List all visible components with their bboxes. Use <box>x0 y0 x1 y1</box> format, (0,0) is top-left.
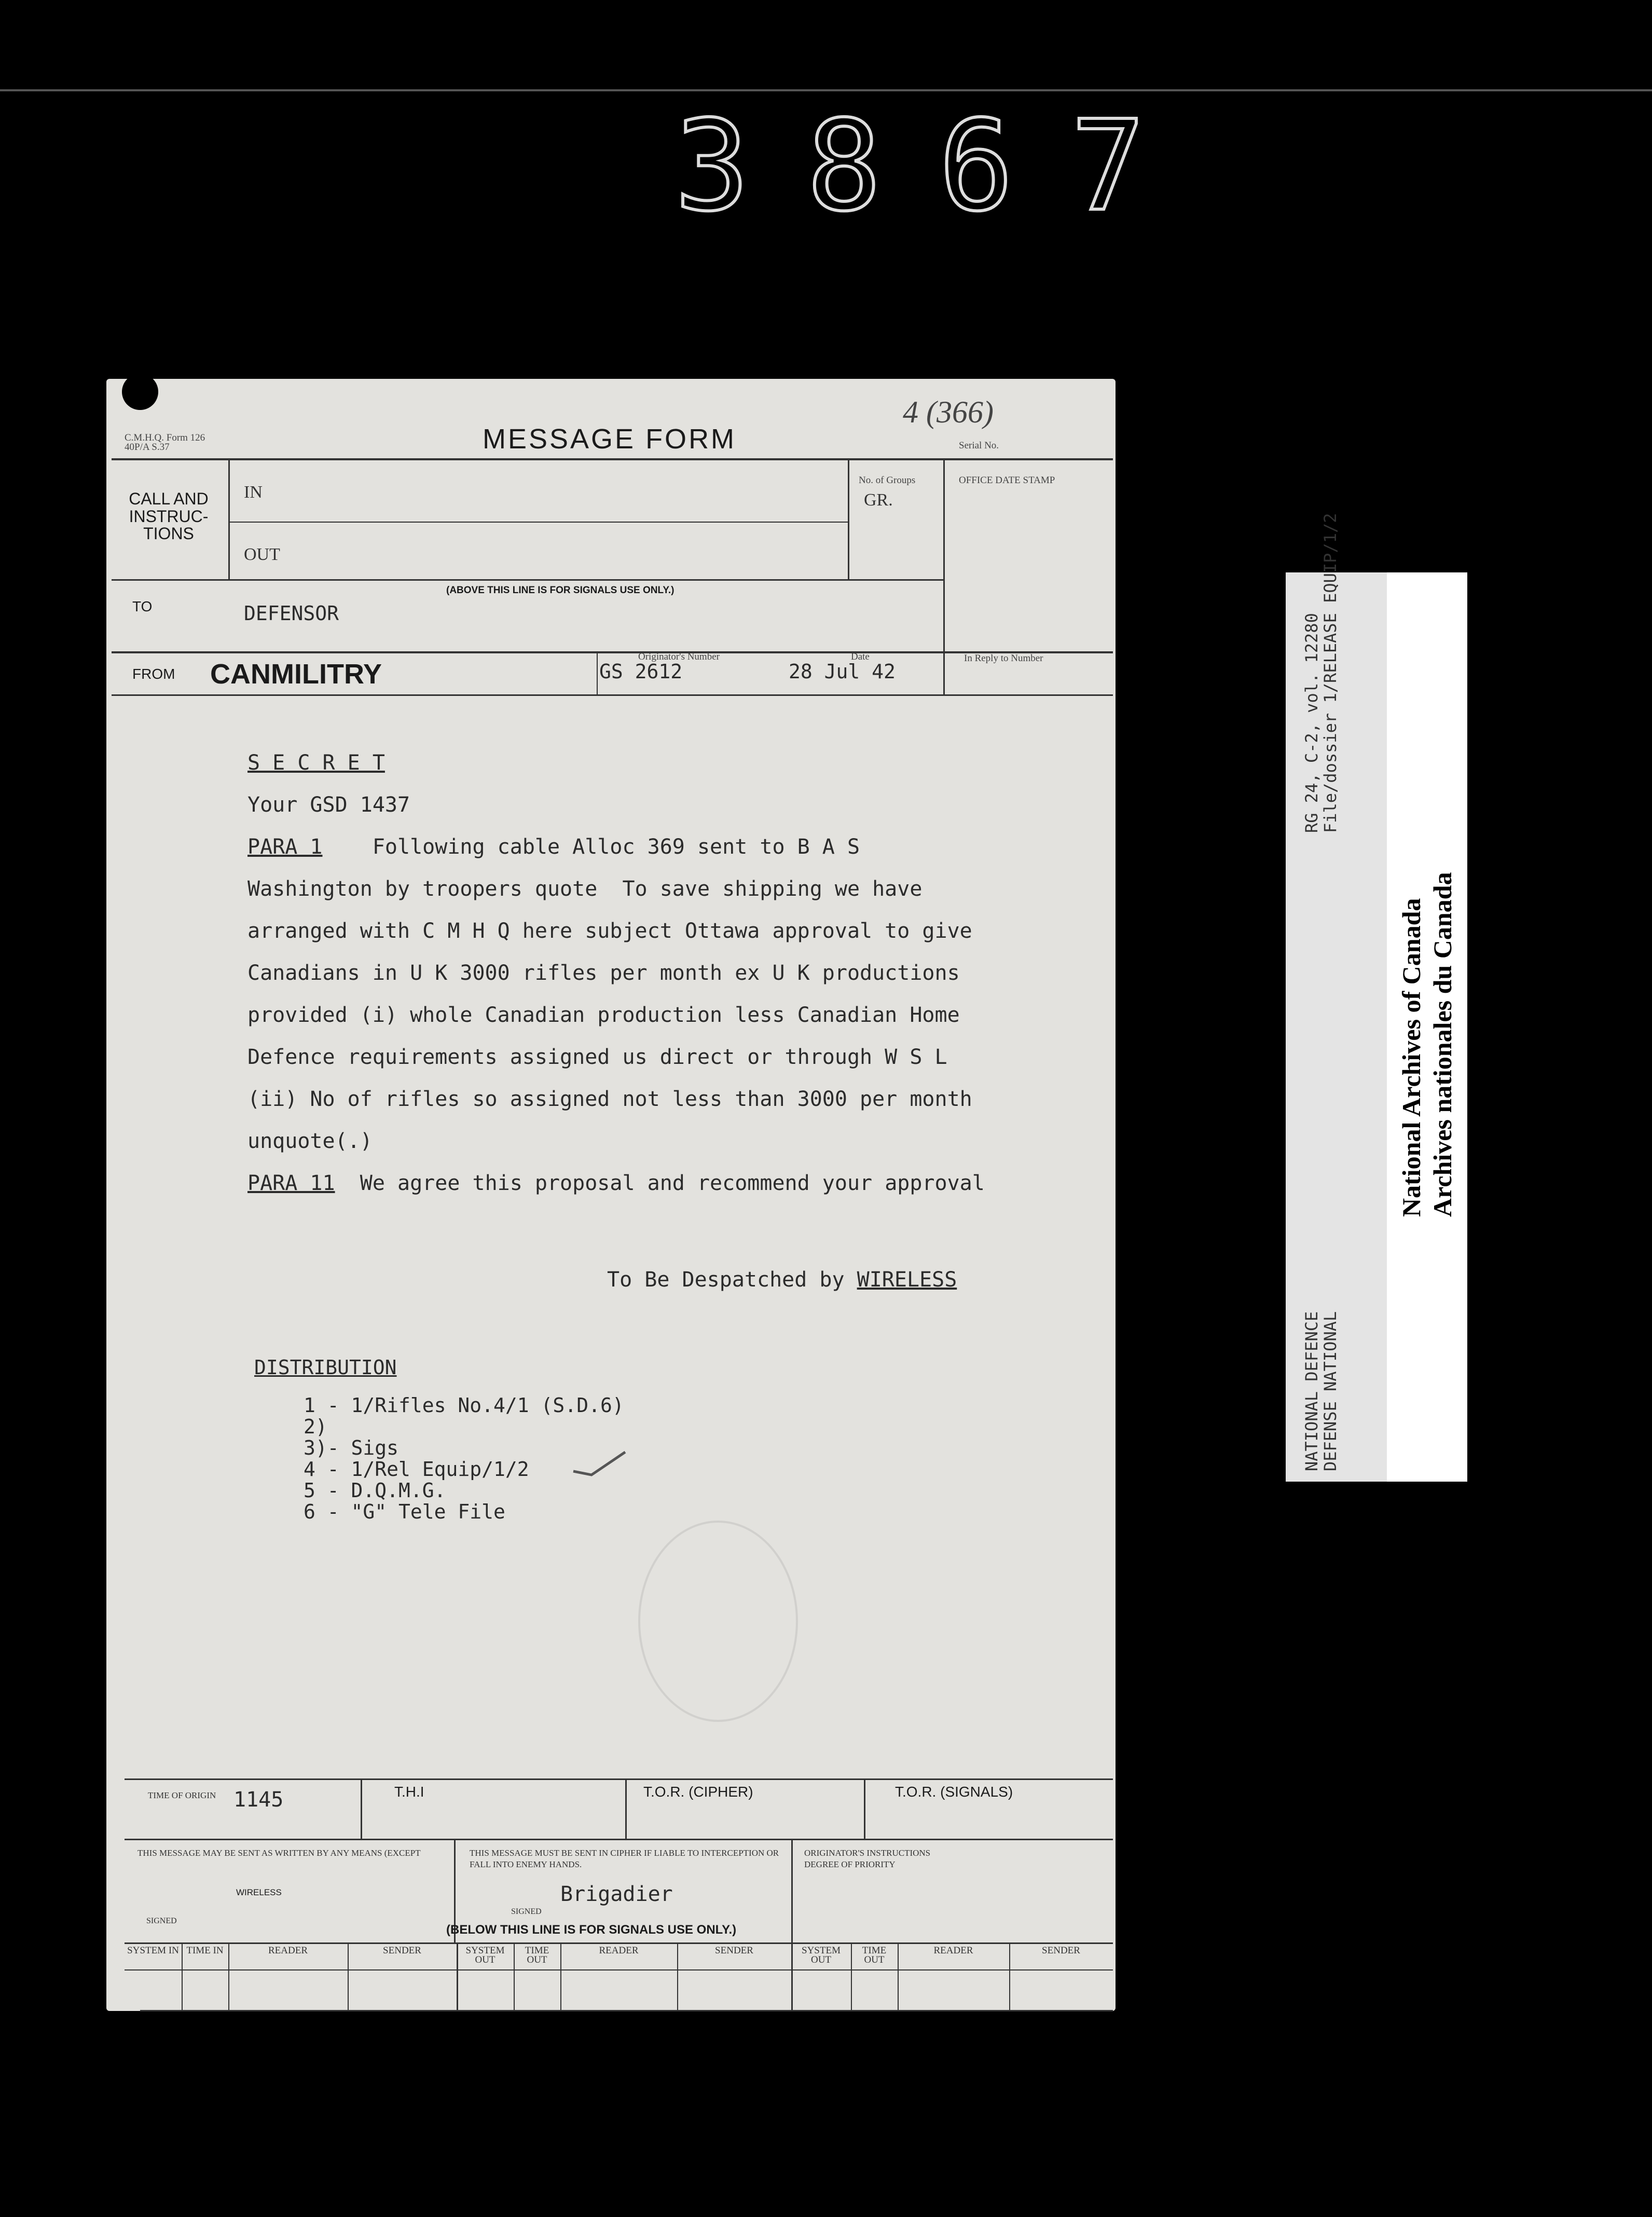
col-rule <box>898 1942 899 2010</box>
message-line-3: arranged with C M H Q here subject Ottawa approval to give <box>247 919 972 943</box>
groups-value: GR. <box>864 490 893 510</box>
distribution-item: 6 - "G" Tele File <box>304 1500 505 1523</box>
message-line-1: Following cable Alloc 369 sent to B A S <box>322 835 860 859</box>
archive-name <box>1396 872 1458 1217</box>
signed-label-2: SIGNED <box>511 1907 542 1916</box>
archive-dept-fr: DEFENSE NATIONAL <box>1320 1311 1340 1471</box>
message-line-9: We agree this proposal and recommend your approval <box>335 1171 985 1195</box>
despatch-line <box>607 1268 957 1292</box>
from-label: FROM <box>132 666 175 682</box>
rule-groups-divider <box>848 458 849 579</box>
in-label: IN <box>244 483 263 502</box>
col-rule <box>182 1942 183 2010</box>
distribution-heading: DISTRIBUTION <box>254 1356 397 1379</box>
check-mark-icon <box>571 1448 628 1479</box>
message-line-7: (ii) No of rifles so assigned not less than 3000 per month <box>247 1087 972 1111</box>
rule-signals <box>112 579 944 581</box>
col-rule <box>851 1942 852 2010</box>
wireless-label: WIRELESS <box>236 1887 282 1897</box>
groups-label: No. of Groups <box>859 475 916 486</box>
cipher-note: THIS MESSAGE MUST BE SENT IN CIPHER IF LIABLE TO INTERCEPTION OR FALL INTO ENEMY HANDS. <box>470 1848 779 1869</box>
punch-hole <box>122 374 158 410</box>
signatory: Brigadier <box>560 1882 673 1906</box>
archive-reference-line2: File/dossier 1/RELEASE EQUIP/1/2 <box>1320 513 1340 833</box>
tor-cipher-label: T.O.R. (CIPHER) <box>643 1784 753 1800</box>
archive-name-fr: Archives nationales du Canada <box>1428 872 1457 1217</box>
col-time-out: TIME OUT <box>525 1945 549 1965</box>
col-sender: SENDER <box>383 1945 421 1956</box>
to-address: DEFENSOR <box>244 602 339 625</box>
rule-signals-below <box>125 1942 1113 1944</box>
col-time-in: TIME IN <box>186 1945 224 1956</box>
message-body <box>247 742 985 1205</box>
col-rule <box>348 1942 349 2010</box>
scanner-edge-line <box>0 89 1652 91</box>
col-reader: READER <box>933 1945 973 1956</box>
col-reader: READER <box>599 1945 639 1956</box>
message-line-2: Washington by troopers quote To save shipping we have <box>247 877 923 901</box>
signals-note-above: (ABOVE THIS LINE IS FOR SIGNALS USE ONLY.) <box>446 585 674 596</box>
to-label: TO <box>132 598 153 614</box>
from-address: CANMILITRY <box>210 659 382 690</box>
archive-reference-line1: RG 24, C-2, vol. 12280 <box>1302 613 1321 833</box>
archive-reference <box>1302 513 1340 833</box>
means-note: THIS MESSAGE MAY BE SENT AS WRITTEN BY ANY MEANS (EXCEPT <box>137 1848 421 1858</box>
message-line-6: Defence requirements assigned us direct or through W S L <box>247 1045 947 1069</box>
col-rule <box>677 1942 678 2010</box>
para1-label: PARA 1 <box>247 835 323 859</box>
frame-number: 3867 <box>674 93 1203 239</box>
originators-number: GS 2612 <box>599 660 683 683</box>
form-reference <box>125 433 205 452</box>
distribution-item: 3)- Sigs <box>304 1436 399 1459</box>
faint-stamp <box>638 1521 798 1722</box>
classification: S E C R E T <box>247 751 385 775</box>
col-rule <box>228 1942 229 2010</box>
priority-label: DEGREE OF PRIORITY <box>804 1859 896 1869</box>
date-value: 28 Jul 42 <box>789 660 896 683</box>
time-of-origin: 1145 <box>233 1788 284 1812</box>
rule-columns-header <box>125 1969 1113 1970</box>
rule-orig-divider <box>597 651 598 694</box>
despatch-prefix: To Be Despatched by <box>607 1268 857 1292</box>
call-instructions-label: CALL AND INSTRUC- TIONS <box>129 489 209 543</box>
col-time-out: TIME OUT <box>862 1945 887 1965</box>
archive-name-en: National Archives of Canada <box>1397 898 1426 1217</box>
rule-in-out <box>228 522 848 523</box>
reference: Your GSD 1437 <box>247 793 410 817</box>
distribution-item: 1 - 1/Rifles No.4/1 (S.D.6) <box>304 1394 624 1417</box>
tor-signals-label: T.O.R. (SIGNALS) <box>895 1784 1013 1800</box>
rule-footer-top <box>125 1778 1113 1780</box>
col-rule <box>514 1942 515 2010</box>
col-system-in: SYSTEM IN <box>127 1945 179 1956</box>
originator-instructions-label: ORIGINATOR'S INSTRUCTIONS <box>804 1848 931 1858</box>
thi-label: T.H.I <box>394 1784 424 1800</box>
out-label: OUT <box>244 545 280 564</box>
office-date-stamp-label: OFFICE DATE STAMP <box>959 475 1055 486</box>
message-line-4: Canadians in U K 3000 rifles per month ex U K productions <box>247 961 960 985</box>
serial-number: 4 (366) <box>903 395 994 429</box>
rule-footer-mid <box>125 1839 1113 1840</box>
col-system-out: SYSTEM OUT <box>802 1945 841 1965</box>
col-system-out: SYSTEM OUT <box>465 1945 505 1965</box>
archive-dept-en: NATIONAL DEFENCE <box>1302 1311 1321 1471</box>
form-ref-line1: C.M.H.Q. Form 126 <box>125 432 205 443</box>
form-ref-line2: 40P/A S.37 <box>125 442 170 453</box>
col-rule <box>457 1942 458 2010</box>
rule-top <box>112 458 1113 460</box>
archive-department <box>1302 1311 1340 1471</box>
rule-bottom <box>140 2010 1113 2011</box>
rule-to <box>112 651 1113 653</box>
col-rule <box>625 1778 627 1839</box>
col-rule <box>361 1778 362 1839</box>
col-rule <box>791 1942 793 2010</box>
distribution-item: 2) <box>304 1415 327 1438</box>
originator-instructions <box>804 1848 930 1870</box>
col-rule <box>864 1778 865 1839</box>
rule-call-divider <box>228 458 230 579</box>
rule-stamp-divider <box>943 458 945 694</box>
para2-label: PARA 11 <box>247 1171 335 1195</box>
message-line-8: unquote(.) <box>247 1129 373 1153</box>
serial-label: Serial No. <box>959 440 999 451</box>
time-of-origin-label: TIME OF ORIGIN <box>148 1790 216 1800</box>
col-rule <box>1009 1942 1010 2010</box>
despatch-method: WIRELESS <box>857 1268 957 1292</box>
signed-label: SIGNED <box>146 1917 177 1925</box>
col-rule <box>560 1942 561 2010</box>
distribution-item: 5 - D.Q.M.G. <box>304 1479 446 1502</box>
in-reply-to-label: In Reply to Number <box>964 653 1043 664</box>
originators-number-label: Originator's Number <box>638 651 720 662</box>
rule-from <box>112 694 1113 696</box>
form-title: MESSAGE FORM <box>483 423 737 455</box>
distribution-item: 4 - 1/Rel Equip/1/2 <box>304 1458 529 1481</box>
col-reader: READER <box>268 1945 308 1956</box>
col-sender: SENDER <box>1042 1945 1080 1956</box>
col-rule <box>791 1839 793 1942</box>
message-line-5: provided (i) whole Canadian production less Canadian Home <box>247 1003 960 1027</box>
signals-note-below: (BELOW THIS LINE IS FOR SIGNALS USE ONLY.) <box>446 1923 737 1937</box>
date-label: Date <box>851 651 870 662</box>
col-sender: SENDER <box>715 1945 753 1956</box>
